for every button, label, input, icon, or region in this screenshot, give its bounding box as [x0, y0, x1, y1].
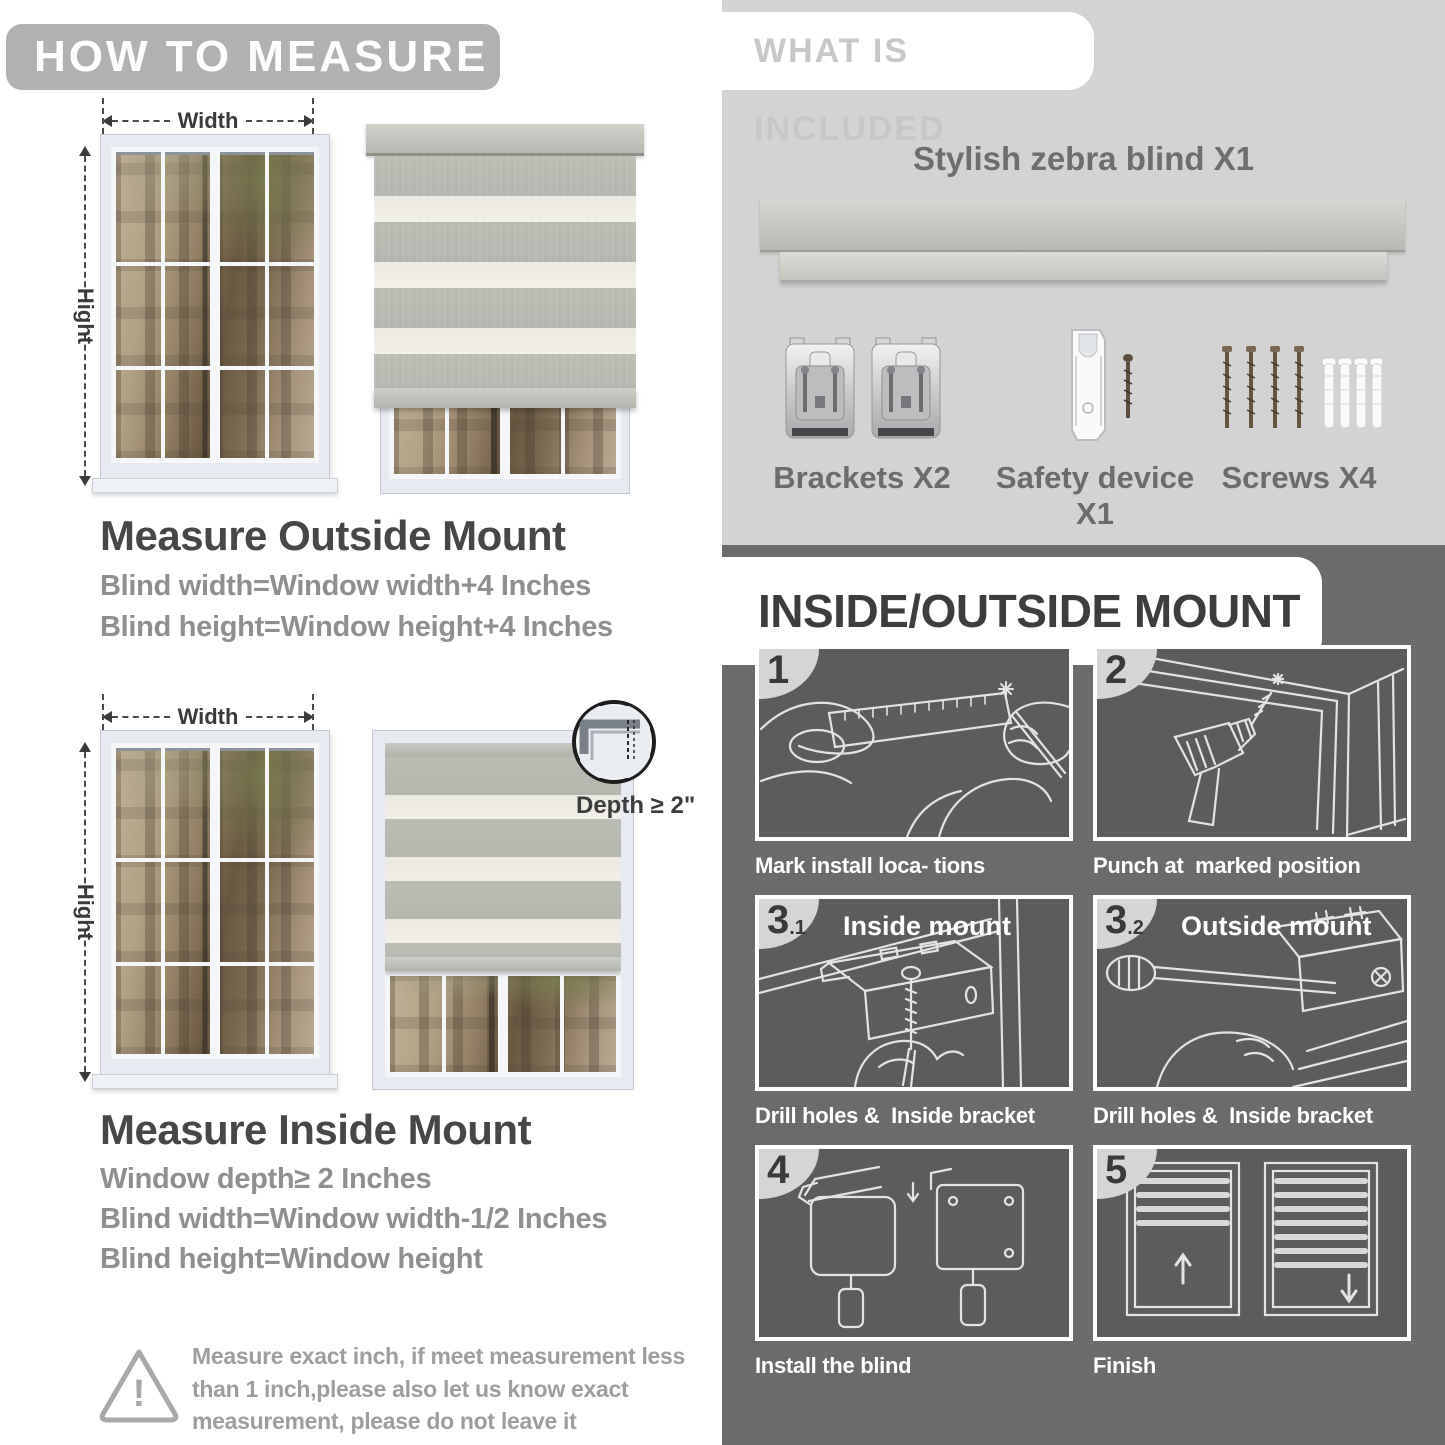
step-panel: [755, 895, 1073, 1091]
step-subnumber: .2: [1127, 917, 1144, 939]
muntin: [442, 976, 446, 1072]
step-number: 3: [1105, 898, 1128, 942]
step-number: 5: [1105, 1148, 1128, 1192]
dashed-line: [84, 931, 86, 1072]
height-label: Hight: [73, 883, 99, 941]
width-label: Width: [177, 108, 239, 133]
height-label: Hight: [73, 287, 99, 345]
screw-icon: [1222, 346, 1232, 428]
step-number: 3: [767, 898, 790, 942]
window-photo-outside: [100, 134, 330, 480]
screw-icon: [1270, 346, 1280, 428]
height-measure-line: [70, 742, 100, 1082]
window-sash-left: [111, 147, 215, 463]
muntin: [220, 962, 314, 966]
zebra-blind-outside-mount: [366, 124, 644, 494]
measurement-warning-text: Measure exact inch, if meet measurement less than 1 inch,please also let us know exact measurement, please do not leave it: [192, 1343, 686, 1435]
muntin: [116, 962, 210, 966]
safety-device-image: [1042, 326, 1152, 448]
step-panel: [755, 645, 1073, 841]
arrow-down-icon: [79, 1072, 91, 1082]
wall-anchor-icon: [1338, 358, 1352, 428]
screw-icon: [1294, 346, 1304, 428]
wall-anchor-icon: [1354, 358, 1368, 428]
step-caption: Mark install loca- tions: [755, 853, 985, 878]
outside-mount-rule-height: Blind height=Window height+4 Inches: [100, 611, 613, 643]
step-outside-mount-bracket: [1093, 895, 1411, 1129]
step-inside-mount-bracket: [755, 895, 1073, 1129]
height-measure-line: [70, 146, 100, 486]
step-panel: [1093, 645, 1411, 841]
blind-bottom-rail: [385, 957, 621, 971]
step-punch-position: [1093, 645, 1411, 879]
how-to-measure-section: [0, 0, 722, 1445]
muntin: [116, 366, 210, 370]
muntin: [161, 152, 165, 458]
dashed-line: [112, 120, 170, 122]
window-sash-left: [385, 971, 503, 1077]
how-to-measure-title: HOW TO MEASURE: [34, 32, 489, 81]
warning-triangle-icon: [96, 1344, 182, 1426]
arrow-down-icon: [79, 476, 91, 486]
wall-anchor-icon: [1370, 358, 1382, 428]
window-photo-inside: [100, 730, 330, 1076]
step-caption: Drill holes & Inside bracket: [1093, 1103, 1373, 1128]
mount-instructions-title: INSIDE/OUTSIDE MOUNT: [758, 585, 1301, 637]
window-sill: [92, 478, 338, 493]
blind-bottom-rail: [374, 388, 636, 408]
step-subnumber: .1: [789, 917, 806, 939]
inside-mount-rule-height: Blind height=Window height: [100, 1243, 483, 1275]
muntin: [161, 748, 165, 1054]
mark-star-icon: [999, 682, 1013, 696]
what-is-included-section: [722, 0, 1445, 545]
window-glass: [111, 147, 319, 463]
safety-device-label: Safety device X1: [995, 460, 1195, 531]
dashed-line: [112, 716, 170, 718]
step-panel-title: Outside mount: [1181, 911, 1372, 941]
brackets-image: [784, 336, 944, 448]
bracket-icon: [786, 338, 854, 438]
dashed-line: [84, 335, 86, 476]
depth-magnifier-icon: [570, 698, 658, 786]
window-sash-right: [503, 971, 621, 1077]
spark-icon: [1273, 674, 1283, 684]
mount-instructions-section: [722, 545, 1445, 1445]
step-caption: Finish: [1093, 1353, 1156, 1378]
down-arrow-icon: [908, 1183, 918, 1201]
step-mark-locations: [755, 645, 1073, 879]
dashed-line: [246, 120, 304, 122]
screw-icon: [1123, 354, 1133, 418]
outside-mount-title: Measure Outside Mount: [100, 512, 566, 559]
zebra-blind-item-label: Stylish zebra blind X1: [912, 140, 1255, 177]
down-arrow-icon: [1342, 1275, 1356, 1301]
step-panel-title: Inside mount: [843, 911, 1011, 941]
brackets-label: Brackets X2: [773, 460, 951, 495]
muntin: [265, 152, 269, 458]
dashed-line: [84, 156, 86, 297]
zebra-blind-headrail-image: [760, 198, 1405, 284]
step-panel: [755, 1145, 1073, 1341]
bracket-icon: [872, 338, 940, 438]
muntin: [220, 262, 314, 266]
step-panel: [1093, 895, 1411, 1091]
blind-fabric-stripes: [374, 156, 636, 388]
mount-steps-grid: [755, 645, 1415, 1395]
outside-mount-rule-width: Blind width=Window width+4 Inches: [100, 570, 591, 602]
window-sash-right: [215, 147, 319, 463]
window-glass: [111, 743, 319, 1059]
step-caption: Install the blind: [755, 1353, 912, 1378]
step-caption: Punch at marked position: [1093, 853, 1361, 878]
step-panel: [1093, 1145, 1411, 1341]
step-finish: [1093, 1145, 1411, 1379]
depth-label: Depth ≥ 2": [576, 792, 696, 819]
arrow-up-icon: [79, 742, 91, 752]
step-caption: Drill holes & Inside bracket: [755, 1103, 1035, 1128]
muntin: [560, 976, 564, 1072]
step-number: 4: [767, 1148, 790, 1192]
width-label: Width: [177, 704, 239, 729]
window-sash-right: [215, 743, 319, 1059]
blind-headrail: [366, 124, 644, 156]
screws-image: [1214, 342, 1382, 447]
what-is-included-header: [722, 12, 1094, 148]
muntin: [116, 262, 210, 266]
screw-icon: [1246, 346, 1256, 428]
wall-anchor-icon: [1322, 358, 1336, 428]
window-glass: [385, 971, 621, 1077]
muntin: [220, 858, 314, 862]
up-arrow-icon: [1176, 1255, 1190, 1283]
inside-mount-rule-width: Blind width=Window width-1/2 Inches: [100, 1203, 608, 1235]
muntin: [265, 748, 269, 1054]
blind-fabric-stripes: [385, 757, 621, 957]
how-to-measure-header: [6, 24, 500, 90]
inside-mount-rule-depth: Window depth≥ 2 Inches: [100, 1163, 432, 1195]
dashed-line: [84, 752, 86, 893]
step-number: 1: [767, 648, 790, 692]
width-measure-line: [102, 106, 314, 136]
screws-label: Screws X4: [1221, 460, 1377, 495]
muntin: [116, 858, 210, 862]
step-number: 2: [1105, 648, 1128, 692]
window-sill: [92, 1074, 338, 1089]
inside-mount-title: Measure Inside Mount: [100, 1106, 532, 1153]
dashed-line: [246, 716, 304, 718]
warning-exclamation-glyph: !: [132, 1373, 146, 1415]
step-install-blind: [755, 1145, 1073, 1379]
headrail-lip: [780, 252, 1387, 282]
headrail-bar: [760, 198, 1405, 252]
arrow-up-icon: [79, 146, 91, 156]
muntin: [220, 366, 314, 370]
width-measure-line: [102, 702, 314, 732]
what-is-included-title: WHAT IS INCLUDED: [754, 32, 946, 148]
window-sash-left: [111, 743, 215, 1059]
